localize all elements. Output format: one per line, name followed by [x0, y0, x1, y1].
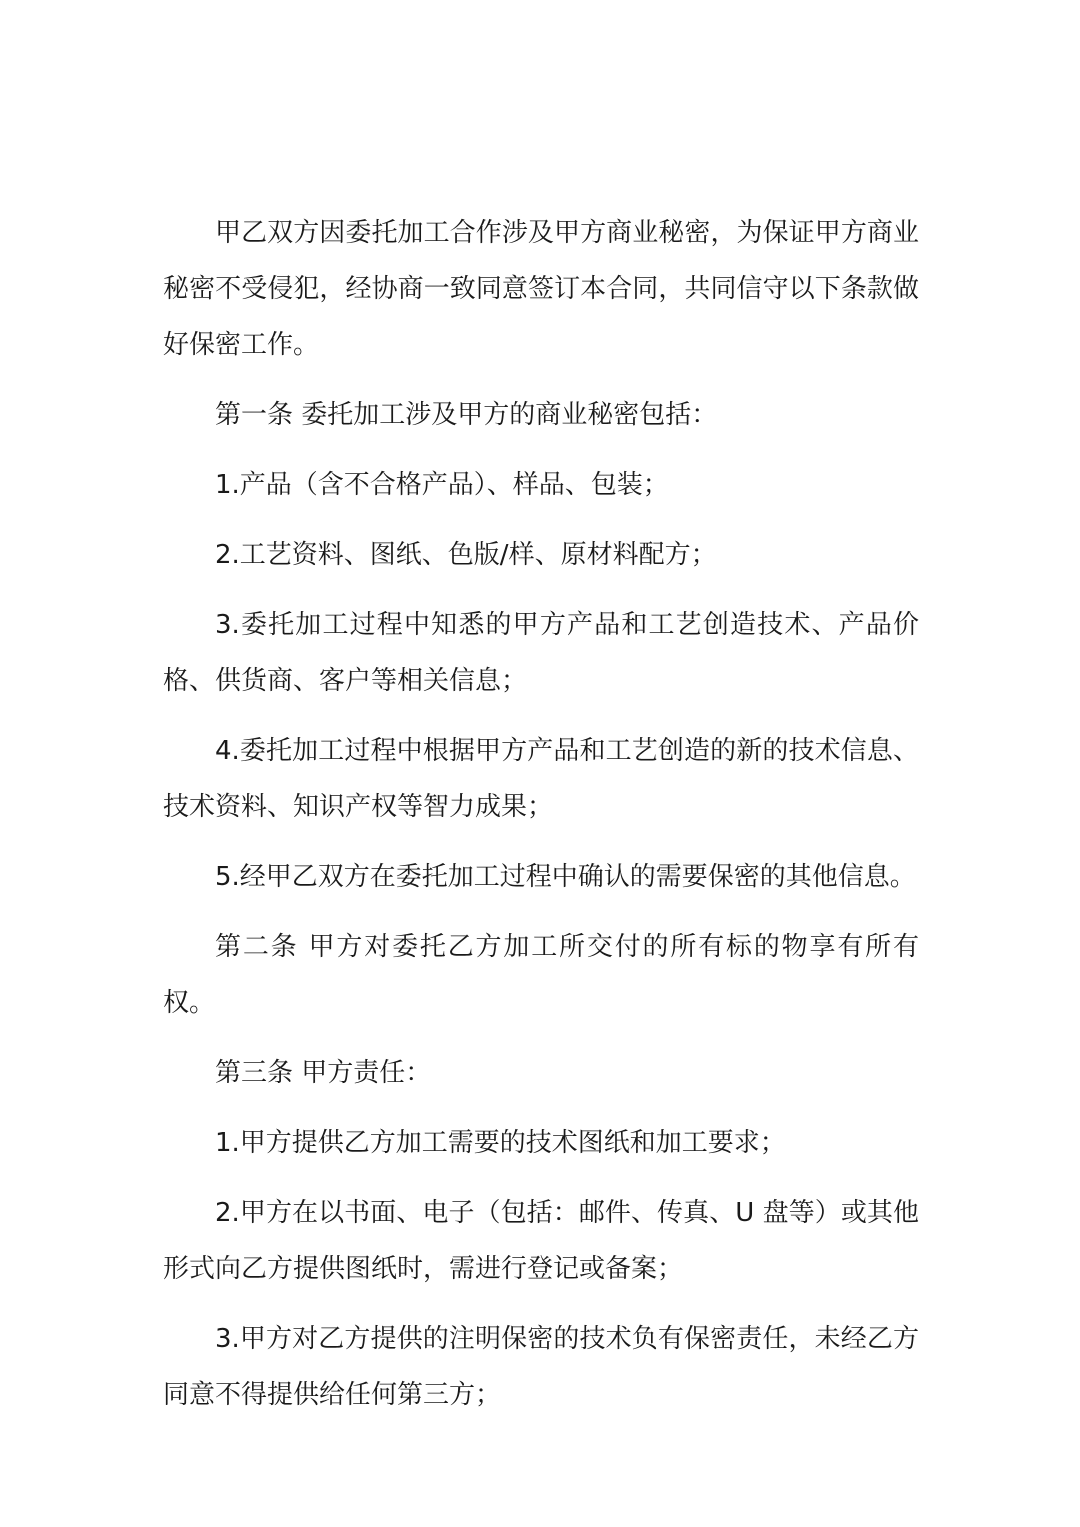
article-2: 第二条 甲方对委托乙方加工所交付的所有标的物享有所有权。 — [163, 932, 919, 1018]
document-body — [163, 205, 919, 1437]
article-3-item-2: 2.甲方在以书面、电子（包括：邮件、传真、U 盘等）或其他形式向乙方提供图纸时，需进行登记或备案； — [163, 1198, 919, 1284]
article-1-item-4: 4.委托加工过程中根据甲方产品和工艺创造的新的技术信息、技术资料、知识产权等智力成果； — [163, 736, 919, 822]
intro-paragraph: 甲乙双方因委托加工合作涉及甲方商业秘密，为保证甲方商业秘密不受侵犯，经协商一致同意签订本合同，共同信守以下条款做好保密工作。 — [163, 218, 919, 360]
article-1-item-5: 5.经甲乙双方在委托加工过程中确认的需要保密的其他信息。 — [215, 862, 916, 892]
article-1-item-1: 1.产品（含不合格产品）、样品、包装； — [215, 470, 669, 500]
article-1-heading: 第一条 委托加工涉及甲方的商业秘密包括： — [215, 400, 718, 430]
article-3-item-3: 3.甲方对乙方提供的注明保密的技术负有保密责任，未经乙方同意不得提供给任何第三方； — [163, 1324, 919, 1410]
article-3-item-1: 1.甲方提供乙方加工需要的技术图纸和加工要求； — [215, 1128, 786, 1158]
article-1-item-2: 2.工艺资料、图纸、色版/样、原材料配方； — [215, 540, 717, 570]
article-3-heading: 第三条 甲方责任： — [215, 1058, 432, 1088]
article-1-item-3: 3.委托加工过程中知悉的甲方产品和工艺创造技术、产品价格、供货商、客户等相关信息； — [163, 610, 919, 696]
